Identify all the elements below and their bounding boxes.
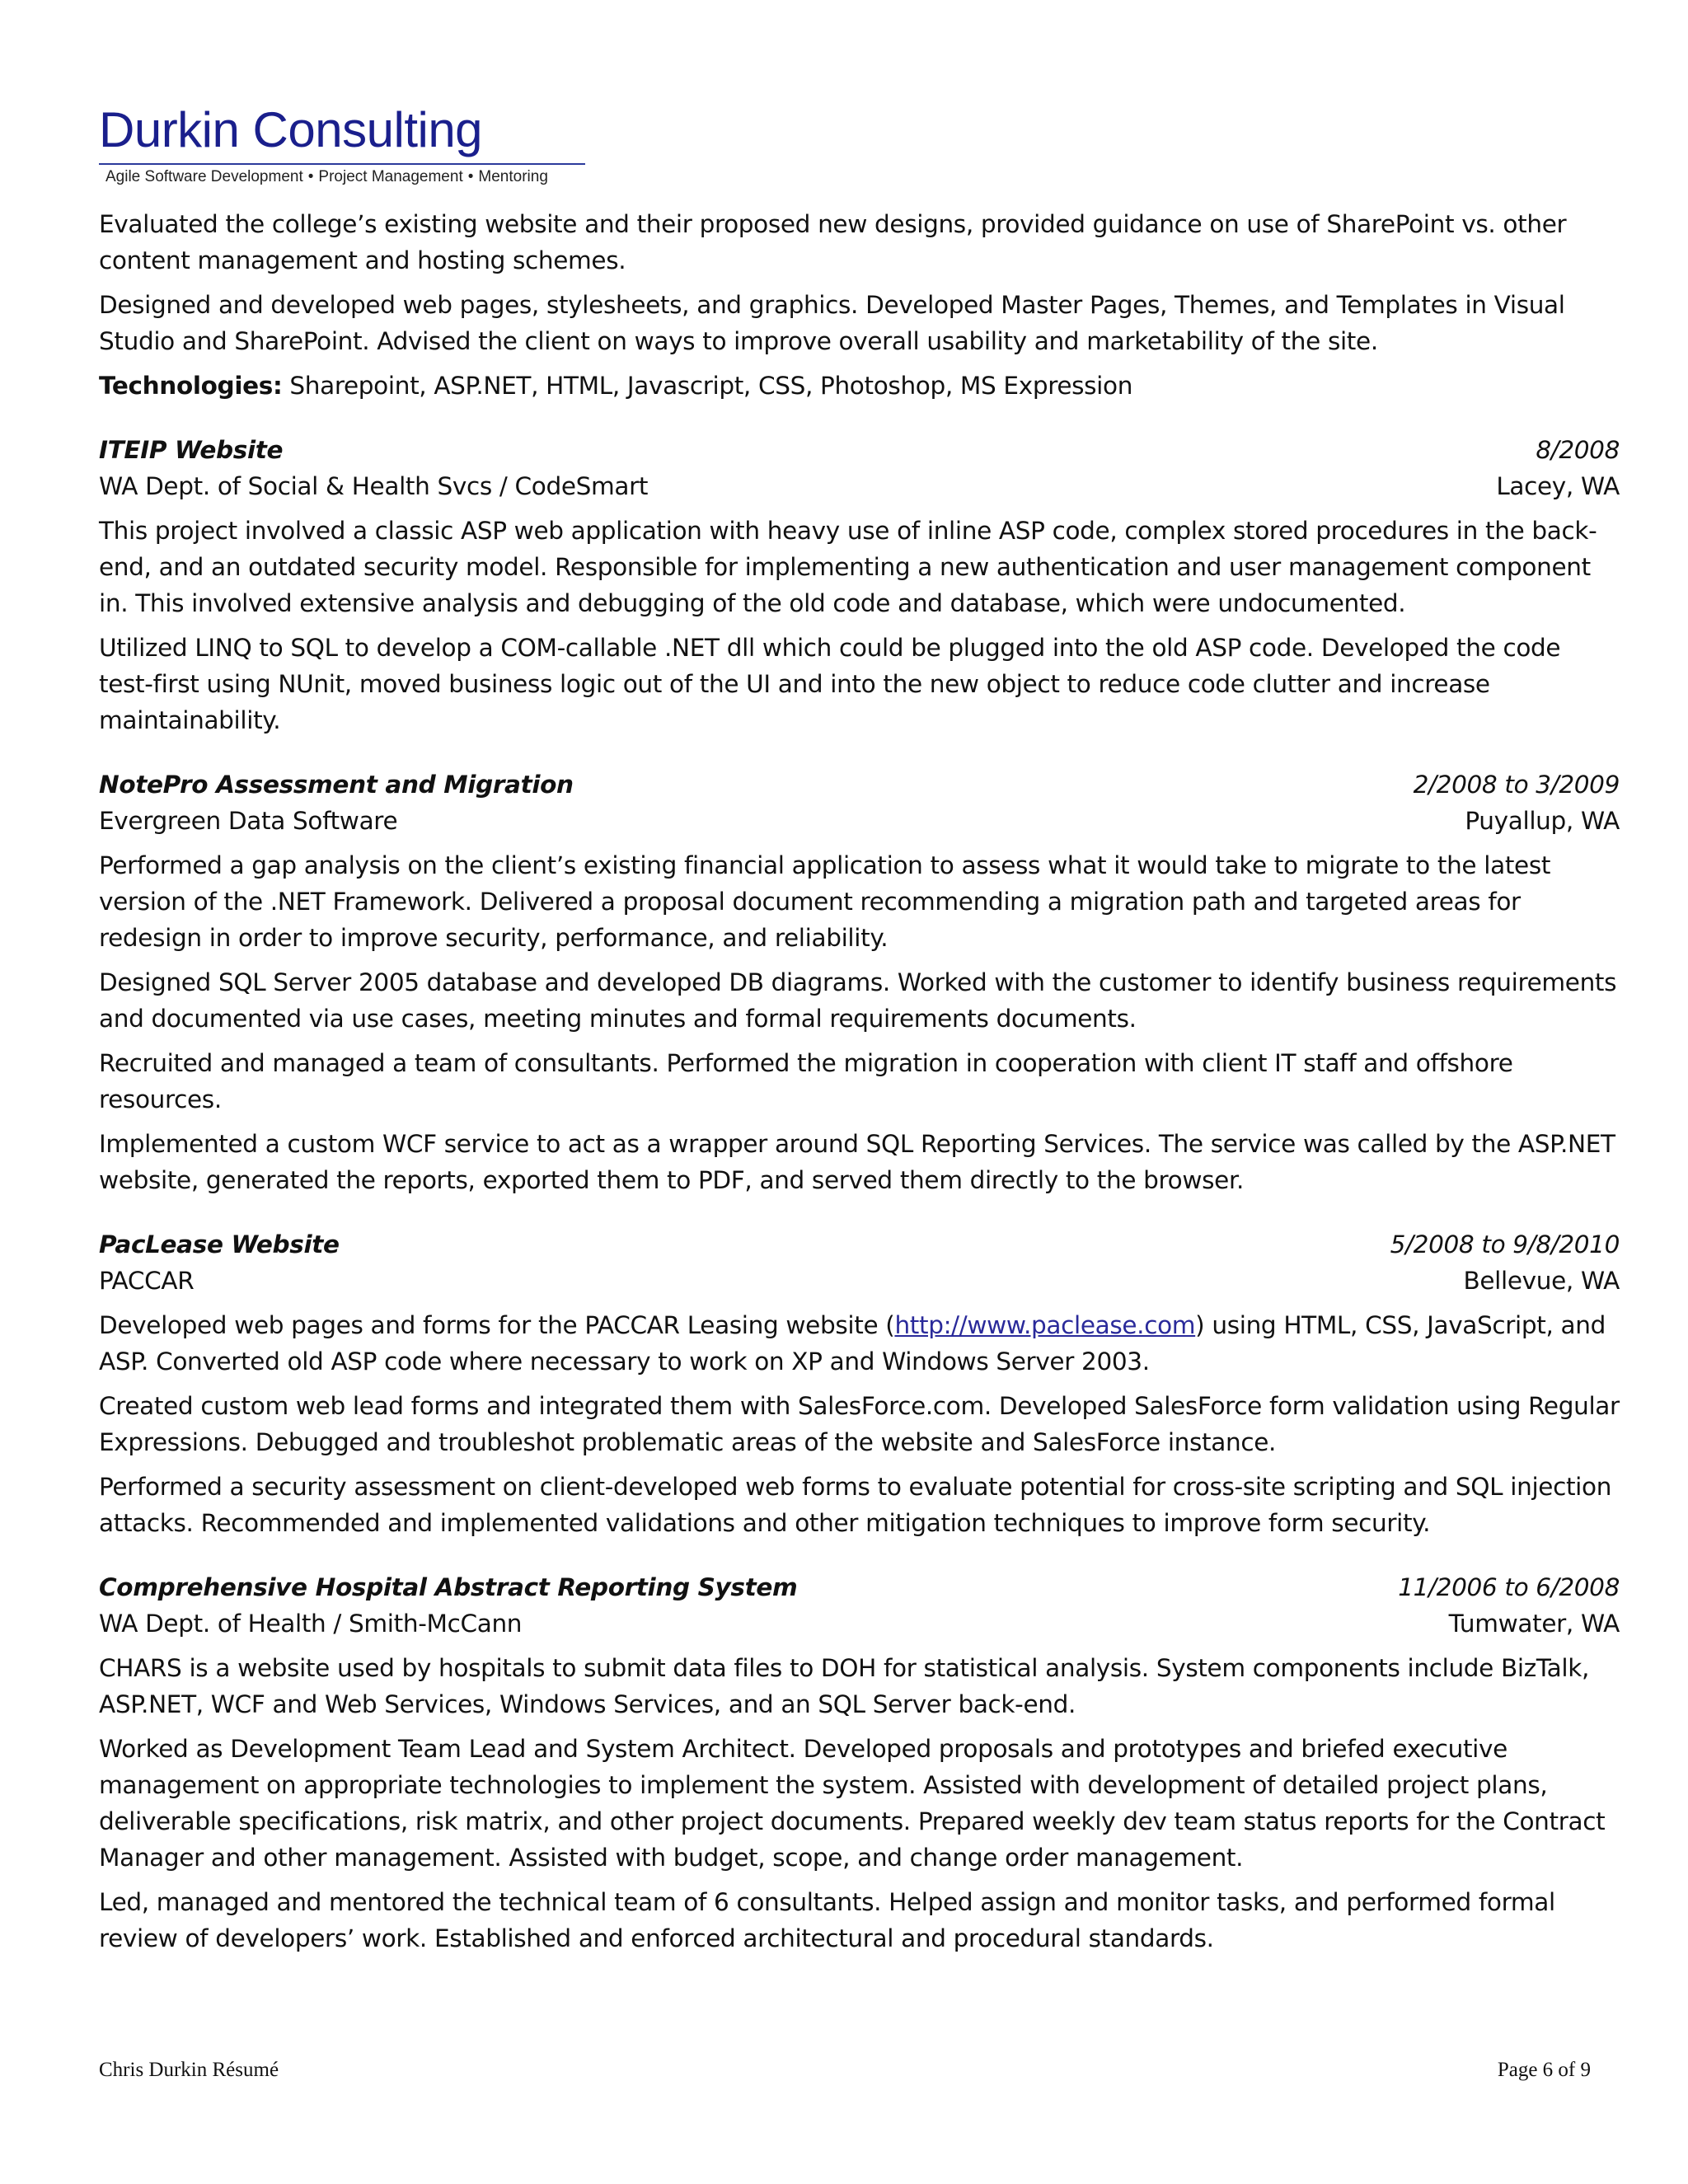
tagline-separator: • [467,168,474,185]
project-date: 8/2008 [1536,436,1620,464]
project-paragraph: Created custom web lead forms and integrated them with SalesForce.com. Developed SalesForce form validation using Regular Expressions. Debugged and troubleshot problematic areas of the website and SalesForce instance. [99,1392,1620,1456]
project-date: 11/2006 to 6/2008 [1398,1573,1620,1601]
project-title: PacLease Website [99,1230,340,1258]
project-paragraph: Recruited and managed a team of consultants. Performed the migration in cooperation with client IT staff and offshore resources. [99,1049,1513,1113]
project-title: ITEIP Website [99,436,284,464]
project-header [99,1226,1620,1263]
project-paragraph [99,1307,1620,1380]
project-client: WA Dept. of Health / Smith-McCann [99,1610,523,1638]
technologies-list: Sharepoint, ASP.NET, HTML, Javascript, CSS, Photoshop, MS Expression [289,372,1133,400]
footer-page-number: Page 6 of 9 [1497,2059,1591,2081]
project-header [99,432,1620,468]
project-date: 2/2008 to 3/2009 [1413,771,1620,799]
project-date: 5/2008 to 9/8/2010 [1390,1230,1620,1258]
project-paragraph: Performed a security assessment on client-developed web forms to evaluate potential for cross-site scripting and SQL injection attacks. Recommended and implemented validations and other mitigation techniques to improve form security. [99,1473,1612,1537]
intro-paragraph: Evaluated the college’s existing website and their proposed new designs, provided guidance on use of SharePoint vs. other content management and hosting schemes. [99,210,1567,274]
project-entry [99,1569,1620,1957]
tagline-item: Agile Software Development [106,168,303,185]
project-client-line [99,468,1620,504]
project-client-line [99,1263,1620,1299]
project-paragraph: Designed SQL Server 2005 database and developed DB diagrams. Worked with the customer to identify business requirements and documented via use cases, meeting minutes and formal requirements documents. [99,968,1617,1033]
project-client: Evergreen Data Software [99,807,398,835]
technologies-label: Technologies: [99,372,283,400]
project-entry [99,432,1620,738]
project-paragraph: This project involved a classic ASP web application with heavy use of inline ASP code, complex stored procedures in the back-end, and an outdated security model. Responsible for implementing a new authentication and user management component in. This involved extensive analysis and debugging of the old code and database, which were undocumented. [99,517,1597,617]
link-para-after: ) using HTML, CSS, JavaScript, and ASP. Converted old ASP code where necessary to work on XP and Windows Server 2003. [99,1311,1606,1376]
tagline-item: Project Management [318,168,463,185]
project-location: Puyallup, WA [1465,807,1620,835]
link-para-before: Developed web pages and forms for the PACCAR Leasing website ( [99,1311,895,1339]
project-paragraph: Implemented a custom WCF service to act as a wrapper around SQL Reporting Services. The service was called by the ASP.NET website, generated the reports, exported them to PDF, and served them directly to the browser. [99,1130,1615,1194]
project-paragraph: Performed a gap analysis on the client’s existing financial application to assess what it would take to migrate to the latest version of the .NET Framework. Delivered a proposal document recommending a migration path and targeted areas for redesign in order to improve security, performance, and reliability. [99,851,1551,952]
resume-content [99,206,1620,1965]
project-location: Tumwater, WA [1448,1610,1620,1638]
project-paragraph: Utilized LINQ to SQL to develop a COM-callable .NET dll which could be plugged into the old ASP code. Developed the code test-first using NUnit, moved business logic out of the UI and into the new object to reduce code clutter and increase maintainability. [99,634,1561,734]
letterhead [99,102,585,186]
project-paragraph: CHARS is a website used by hospitals to submit data files to DOH for statistical analysis. System components include BizTalk, ASP.NET, WCF and Web Services, Windows Services, and an SQL Server back-end. [99,1654,1589,1718]
project-entry [99,1226,1620,1541]
brand-tagline [99,168,585,186]
brand-name: Durkin Consulting [99,102,483,157]
project-title: NotePro Assessment and Migration [99,771,574,799]
project-paragraph: Worked as Development Team Lead and System Architect. Developed proposals and prototypes and briefed executive management on appropriate technologies to implement the system. Assisted with development of detailed project plans, deliverable specifications, risk matrix, and other project documents. Prepared weekly dev team status reports for the Contract Manager and other management. Assisted with budget, scope, and change order management. [99,1735,1606,1872]
tagline-separator: • [307,168,314,185]
page-footer [99,2059,1591,2082]
project-location: Bellevue, WA [1463,1267,1620,1295]
intro-paragraph: Designed and developed web pages, stylesheets, and graphics. Developed Master Pages, Themes, and Templates in Visual Studio and SharePoint. Advised the client on ways to improve overall usability and marketability of the site. [99,291,1565,355]
intro-section [99,206,1620,404]
project-client-line [99,1605,1620,1642]
footer-doc-title: Chris Durkin Résumé [99,2059,279,2081]
project-entry [99,766,1620,1198]
project-header [99,766,1620,803]
project-location: Lacey, WA [1496,472,1620,500]
technologies-line [99,368,1620,404]
paclease-link[interactable]: http://www.paclease.com [894,1311,1196,1339]
project-client-line [99,803,1620,839]
tagline-item: Mentoring [478,168,548,185]
project-client: WA Dept. of Social & Health Svcs / CodeSmart [99,472,649,500]
project-paragraph: Led, managed and mentored the technical team of 6 consultants. Helped assign and monitor tasks, and performed formal review of developers’ work. Established and enforced architectural and procedural standards. [99,1888,1555,1952]
project-header [99,1569,1620,1605]
brand-rule [99,163,585,165]
project-title: Comprehensive Hospital Abstract Reporting System [99,1573,798,1601]
project-client: PACCAR [99,1267,195,1295]
